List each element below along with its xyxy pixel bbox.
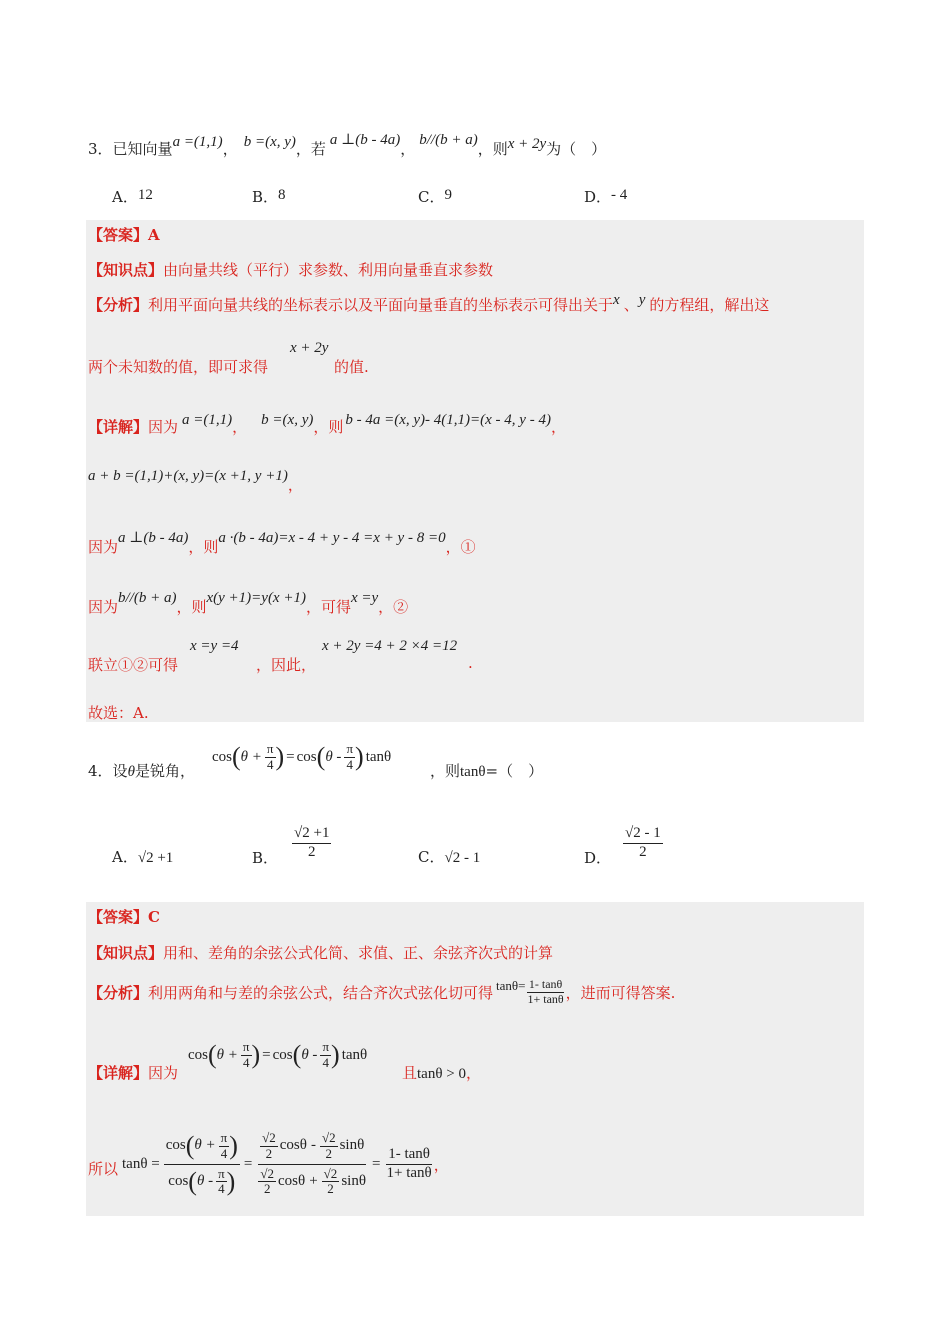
math-expr: θ + [194, 1137, 216, 1154]
detail-sep: ， [287, 476, 303, 494]
analysis-text: 两个未知数的值，即可求得 [88, 358, 269, 376]
math-expr: b - 4a =(x, y)- 4(1,1)=(x - 4, y - 4) [345, 412, 551, 428]
math-op: = [518, 978, 526, 993]
option-value: - 4 [611, 187, 628, 203]
q3-parallel: b//(b + a) [419, 132, 478, 148]
q3-analysis-expr: x + 2y [290, 340, 329, 356]
paren: ) [331, 1040, 340, 1069]
math-op: = [372, 1155, 381, 1172]
frac-den: 2 [325, 1145, 332, 1161]
analysis-text: ，进而可得答案. [565, 983, 676, 1002]
pi-over-4 [216, 1167, 227, 1198]
q4-detail-line1-eq [188, 1032, 367, 1078]
detail-text: 因为 [148, 418, 179, 436]
option-value: √2 +1 [137, 850, 174, 866]
pi-over-4 [241, 1040, 252, 1071]
frac-num: π [322, 1038, 330, 1054]
option-letter: D． [584, 188, 612, 206]
math-expr: b//(b + a) [118, 590, 177, 606]
detail-sep: ， [433, 1155, 449, 1174]
frac-den [256, 1165, 368, 1198]
q3-stem [88, 134, 606, 164]
q3-option-d[interactable] [584, 186, 627, 207]
frac-num: π [218, 1165, 225, 1181]
math-expr: tanθ [460, 764, 486, 780]
detail-sep: ， [232, 418, 248, 436]
paren: ( [185, 1131, 195, 1161]
math-expr: θ + [240, 748, 262, 765]
q3-stem-end: 为（ ） [546, 140, 607, 158]
frac-den: 2 [327, 1181, 334, 1197]
frac-num: π [346, 740, 354, 756]
math-expr: tanθ > 0 [417, 1066, 466, 1082]
math-expr: tanθ [365, 748, 392, 765]
frac-num: √2 [260, 1165, 275, 1181]
math-op: = [262, 1046, 271, 1063]
math-func: cos [272, 1046, 293, 1063]
math-expr: a ·(b - 4a)=x - 4 + y - 4 =x + y - 8 =0 [218, 530, 446, 546]
detail-text: ，可得 [305, 598, 351, 616]
frac-num: π [220, 1129, 228, 1145]
frac-den: 2 [265, 1145, 273, 1161]
q3-a-eq: a =(1,1) [172, 134, 223, 150]
math-var: θ [127, 764, 135, 780]
q3-analysis-line1 [88, 294, 769, 315]
analysis-text: 利用两角和与差的余弦公式，结合齐次式弦化切可得 [148, 983, 494, 1002]
detail-text: 因为 [88, 598, 119, 616]
knowledge-tag: 【知识点】 [88, 944, 164, 962]
detail-text: ，则 [188, 538, 219, 556]
analysis-fraction [525, 978, 565, 1007]
q4-option-d[interactable] [584, 820, 663, 866]
q3-detail-line5-eq2: x + 2y =4 + 2 ×4 =12 [322, 638, 458, 654]
q3-detail-line5-text: 联立①②可得 [88, 656, 179, 674]
q4-option-b[interactable] [252, 820, 331, 866]
pi-over-4 [265, 742, 276, 773]
analysis-text: 利用平面向量共线的坐标表示以及平面向量垂直的坐标表示可得出关于 [148, 296, 614, 314]
math-op: = [286, 748, 295, 765]
option-letter: B． [252, 188, 279, 206]
q4-answer: 【答案】C [88, 908, 160, 926]
paren: ( [292, 1040, 302, 1069]
q3-answer: 【答案】A [88, 226, 160, 244]
paren: ) [275, 742, 285, 771]
option-fraction [292, 825, 331, 861]
result-fraction [384, 1146, 433, 1182]
math-expr: θ - [325, 748, 342, 765]
math-expr: θ + [216, 1046, 238, 1063]
detail-sep: ，① [445, 538, 476, 556]
knowledge-text: 由向量共线（平行）求参数、利用向量垂直求参数 [163, 261, 494, 279]
math-expr: a + b =(1,1)+(x, y)=(x +1, y +1) [88, 468, 288, 484]
paren: ( [316, 742, 326, 771]
paren: ) [229, 1131, 238, 1161]
option-letter: B． [252, 848, 279, 867]
q4-equation [212, 734, 391, 780]
pi-over-4 [219, 1131, 230, 1162]
analysis-tag: 【分析】 [88, 983, 149, 1002]
paren: ) [251, 1040, 261, 1069]
frac-den: 4 [266, 756, 274, 772]
paren: ) [226, 1166, 236, 1196]
sqrt2-over-2 [322, 1167, 340, 1198]
q4-stem [88, 736, 195, 782]
q3-detail-line3 [88, 526, 476, 556]
q3-option-b[interactable] [252, 186, 286, 207]
analysis-text: 的方程组，解出这 [649, 296, 770, 314]
math-expr: a ⊥(b - 4a) [118, 530, 189, 546]
option-value: 12 [137, 187, 153, 203]
frac-den: 2 [639, 843, 647, 860]
cos-ratio-fraction [164, 1131, 240, 1198]
frac-den: 1+ tanθ [386, 1164, 432, 1181]
q4-detail-line2-eq [122, 1116, 449, 1212]
q4-stem-text: 是锐角， [134, 762, 195, 780]
option-letter: C． [418, 848, 445, 866]
q3-detail-line2 [88, 464, 303, 494]
math-expr: θ - [301, 1046, 318, 1063]
paren: ( [208, 1040, 217, 1069]
q3-sep: ， [222, 140, 238, 158]
detail-text: 因为 [148, 1064, 179, 1082]
math-expr: b =(x, y) [261, 412, 314, 428]
option-value: 9 [444, 187, 452, 203]
frac-num [258, 1131, 366, 1165]
detail-tag: 【详解】 [88, 1064, 149, 1082]
detail-sep: ， [550, 418, 566, 436]
q3-analysis-line2 [88, 356, 268, 377]
frac-den: 4 [242, 1054, 250, 1070]
math-expr: θ - [196, 1173, 214, 1190]
q4-analysis [88, 972, 675, 1012]
q3-detail-line5-mid: ，因此， [256, 656, 317, 674]
option-letter: A． [112, 848, 138, 866]
q3-sep: ，则 [477, 140, 508, 158]
math-expr: cosθ [279, 1137, 307, 1154]
sqrt2-over-2 [258, 1167, 276, 1198]
option-value: √2 - 1 [444, 850, 481, 866]
q4-detail-line1-cond [402, 1062, 481, 1083]
q3-b-eq: b =(x, y) [243, 134, 296, 150]
math-expr: a =(1,1) [182, 412, 233, 428]
math-op: + [309, 1173, 318, 1190]
option-fraction [623, 825, 663, 861]
math-expr: sinθ [339, 1137, 365, 1154]
math-expr: tanθ = [122, 1155, 160, 1172]
frac-num: π [242, 1038, 250, 1054]
q3-knowledge [88, 259, 493, 280]
frac-den: 4 [220, 1145, 228, 1161]
frac-den: 4 [322, 1054, 329, 1070]
detail-tag: 【详解】 [88, 418, 149, 436]
q4-knowledge [88, 942, 553, 963]
q4-stem-text: =（ ） [485, 762, 544, 780]
q3-detail-line4 [88, 586, 409, 616]
q4-detail-line1-label [88, 1062, 178, 1083]
option-letter: C． [418, 188, 445, 206]
frac-num: 1- tanθ [528, 976, 563, 991]
q3-final-choice: 故选：A. [88, 704, 149, 722]
q3-number: 3． [88, 140, 113, 158]
frac-den: 2 [308, 843, 316, 860]
q4-stem-tail [430, 760, 543, 781]
detail-text: 因为 [88, 538, 119, 556]
q3-sep: ， [400, 140, 416, 158]
q4-stem-text: 设 [112, 762, 128, 780]
detail-sep: ，② [378, 598, 409, 616]
frac-num: √2 - 1 [623, 825, 663, 843]
math-expr: sinθ [341, 1173, 367, 1190]
q3-detail-line5-end: . [468, 654, 473, 672]
math-func: cos [168, 1173, 189, 1190]
knowledge-tag: 【知识点】 [88, 261, 164, 279]
option-letter: D． [584, 848, 612, 867]
frac-num: √2 [262, 1129, 276, 1145]
q4-number: 4． [88, 762, 113, 780]
math-func: cos [296, 748, 317, 765]
q3-detail-line5-eq1: x =y =4 [190, 638, 239, 654]
q3-sep: ，若 [295, 140, 326, 158]
paren: ( [232, 742, 241, 771]
frac-num [164, 1131, 240, 1165]
frac-den [166, 1165, 237, 1198]
frac-den: 4 [218, 1181, 225, 1197]
math-expr: cosθ [278, 1173, 306, 1190]
math-op: - [310, 1137, 316, 1154]
frac-num: √2 [321, 1129, 336, 1145]
math-expr: x =y [350, 590, 379, 606]
q4-stem-text: ，则 [430, 762, 461, 780]
math-var: x [613, 292, 620, 308]
detail-sep: ， [466, 1064, 482, 1082]
q3-option-c[interactable] [418, 186, 452, 207]
frac-num: √2 +1 [292, 825, 331, 843]
option-letter: A． [112, 188, 138, 206]
math-func: cos [212, 748, 232, 765]
math-func: cos [188, 1046, 208, 1063]
math-func: cos [165, 1137, 186, 1154]
frac-num: π [266, 740, 274, 756]
q3-stem-text: 已知向量 [112, 140, 173, 158]
frac-den: 4 [346, 756, 353, 772]
option-value: 8 [278, 187, 286, 203]
analysis-tag: 【分析】 [88, 296, 149, 314]
math-op: = [243, 1155, 253, 1172]
q4-option-c[interactable] [418, 846, 480, 867]
detail-text: ，则 [313, 418, 344, 436]
frac-num: 1- tanθ [386, 1146, 432, 1164]
sqrt2-over-2 [320, 1131, 338, 1162]
q4-option-a[interactable] [112, 846, 173, 867]
pi-over-4 [344, 742, 355, 773]
math-expr: tanθ [341, 1046, 368, 1063]
q3-option-a[interactable] [112, 186, 153, 207]
analysis-sep: 、 [623, 296, 639, 314]
math-var: y [638, 292, 646, 308]
sqrt2-over-2 [260, 1131, 278, 1162]
frac-den: 1+ tanθ [527, 991, 564, 1006]
detail-text: 且 [402, 1064, 418, 1082]
paren: ) [355, 742, 364, 771]
q4-detail-line2-label: 所以 [88, 1160, 119, 1178]
math-expr: tanθ [496, 978, 519, 993]
sin-cos-fraction [256, 1131, 368, 1198]
knowledge-text: 用和、差角的余弦公式化简、求值、正、余弦齐次式的计算 [163, 944, 554, 962]
paren: ( [188, 1166, 197, 1196]
frac-num: √2 [323, 1165, 338, 1181]
detail-text: ，则 [176, 598, 207, 616]
q3-analysis-end: 的值. [334, 358, 369, 376]
math-expr: x(y +1)=y(x +1) [206, 590, 306, 606]
q3-detail-line1 [88, 408, 566, 442]
pi-over-4 [320, 1040, 331, 1071]
q3-expr: x + 2y [507, 136, 547, 152]
q3-perp: a ⊥(b - 4a) [329, 132, 401, 148]
frac-den: 2 [263, 1181, 271, 1197]
